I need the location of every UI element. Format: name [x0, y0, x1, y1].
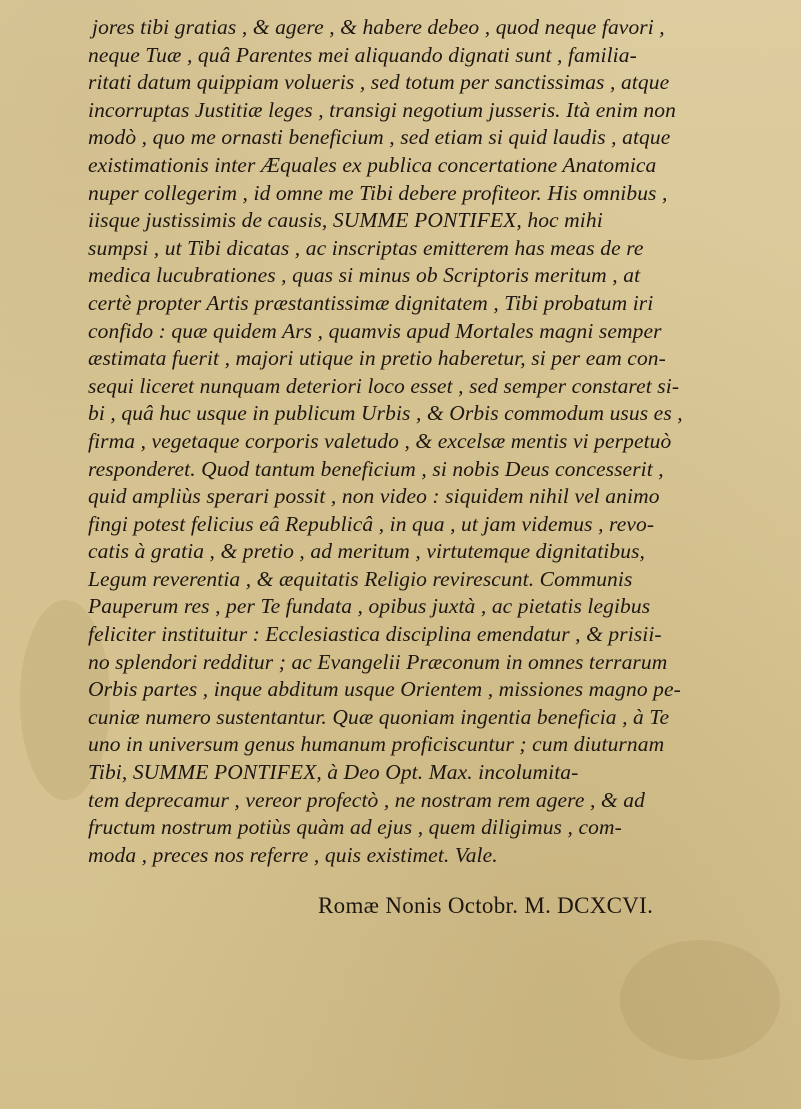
text-line: ritati datum quippiam volueris , sed totum per sanctissimas , atque [88, 70, 670, 95]
text-line: catis à gratia , & pretio , ad meritum , virtutemque dignitatibus, [88, 539, 646, 564]
text-line: bi , quâ huc usque in publicum Urbis , & Orbis commodum usus es , [88, 401, 683, 426]
text-line: jores tibi gratias , & agere , & habere debeo , quod neque favori , [92, 15, 665, 39]
text-line: incorruptas Justitiæ leges , transigi negotium jusseris. Ità enim non [88, 97, 676, 122]
text-line: medica lucubrationes , quas si minus ob Scriptoris meritum , at [88, 263, 641, 288]
text-line: Orbis partes , inque abditum usque Orientem , missiones magno pe- [88, 677, 681, 702]
text-line: fructum nostrum potiùs quàm ad ejus , quem diligimus , com- [88, 815, 622, 840]
text-line: responderet. Quod tantum beneficium , si nobis Deus concesserit , [88, 456, 664, 481]
text-line: fingi potest felicius eâ Republicâ , in qua , ut jam videmus , revo- [88, 511, 655, 536]
dateline: Romæ Nonis Octobr. M. DCXCVI. [318, 893, 654, 918]
text-line: tem deprecamur , vereor profectò , ne nostram rem agere , & ad [88, 787, 645, 812]
text-line: sequi liceret nunquam deteriori loco esset , sed semper constaret si- [88, 373, 680, 398]
text-line: feliciter instituitur : Ecclesiastica disciplina emendatur , & prisii- [88, 622, 662, 647]
text-line: Tibi, SUMME PONTIFEX, à Deo Opt. Max. incolumita- [88, 760, 579, 785]
paper-stain [620, 940, 780, 1060]
text-line: confido : quæ quidem Ars , quamvis apud Mortales magni semper [88, 318, 662, 343]
text-line: æstimata fuerit , majori utique in pretio haberetur, si per eam con- [88, 346, 666, 371]
text-line: Pauperum res , per Te fundata , opibus juxtà , ac pietatis legibus [88, 594, 651, 619]
text-line: iisque justissimis de causis, SUMME PONTIFEX, hoc mihi [88, 208, 603, 233]
text-line: no splendori redditur ; ac Evangelii Præconum in omnes terrarum [88, 649, 668, 674]
text-line: quid ampliùs sperari possit , non video : siquidem nihil vel animo [88, 484, 660, 509]
text-line: neque Tuæ , quâ Parentes mei aliquando dignati sunt , familia- [88, 42, 637, 67]
text-line: modò , quo me ornasti beneficium , sed etiam si quid laudis , atque [88, 125, 671, 150]
text-line: uno in universum genus humanum proficiscuntur ; cum diuturnam [88, 732, 665, 757]
text-line: moda , preces nos referre , quis existimet. Vale. [88, 842, 498, 867]
text-line: Legum reverentia , & æquitatis Religio revirescunt. Communis [88, 566, 633, 591]
text-line: firma , vegetaque corporis valetudo , & excelsæ mentis vi perpetuò [88, 428, 672, 453]
text-line: sumpsi , ut Tibi dicatas , ac inscriptas emitterem has meas de re [88, 235, 644, 260]
text-line: certè propter Artis præstantissimæ dignitatem , Tibi probatum iri [88, 290, 654, 315]
dedication-text [88, 14, 788, 869]
text-line: cuniæ numero sustentantur. Quæ quoniam ingentia beneficia , à Te [88, 704, 670, 729]
text-line: nuper collegerim , id omne me Tibi debere profiteor. His omnibus , [88, 180, 668, 205]
text-line: existimationis inter Æquales ex publica concertatione Anatomica [88, 152, 657, 177]
